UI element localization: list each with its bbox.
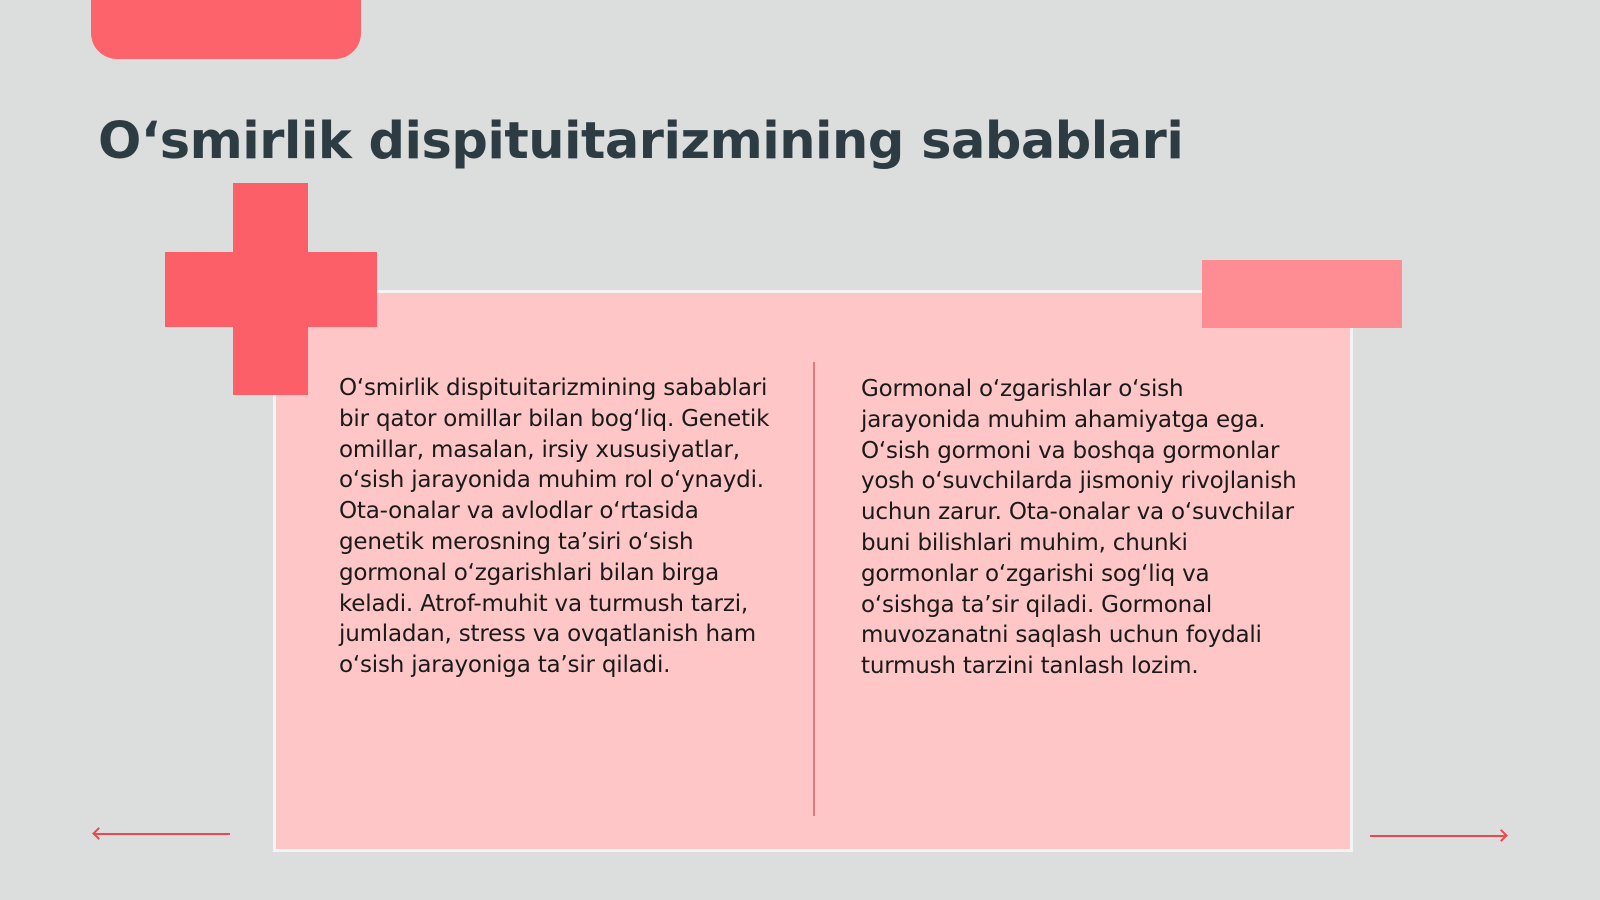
medical-cross-horizontal-bar bbox=[165, 252, 377, 327]
left-column-text: O‘smirlik dispituitarizmining sabablari bir qator omillar bilan bog‘liq. Genetik omillar, masalan, irsiy xususiyatlar, o‘sish jarayonida muhim rol o‘ynaydi. Ota-onalar va avlodlar o‘rtasida genetik merosning ta’siri o‘sish gormonal o‘zgarishlari bilan birga keladi. Atrof-muhit va turmush tarzi, jumladan, stress va ovqatlanish ham o‘sish jarayoniga ta’sir qiladi. bbox=[339, 375, 770, 679]
arrow-right-icon bbox=[1370, 835, 1506, 837]
column-divider bbox=[813, 362, 815, 816]
decorative-top-tab bbox=[91, 0, 361, 59]
slide-title: O‘smirlik dispituitarizmining sabablari bbox=[98, 112, 1184, 171]
right-column-text: Gormonal o‘zgarishlar o‘sish jarayonida muhim ahamiyatga ega. O‘sish gormoni va boshqa gormonlar yosh o‘suvchilarda jismoniy rivojlanish uchun zarur. Ota-onalar va o‘suvchilar buni bilishlari muhim, chunki gormonlar o‘zgarishi sog‘liq va o‘sishga ta’sir qiladi. Gormonal muvozanatni saqlash uchun foydali turmush tarzini tanlash lozim. bbox=[861, 376, 1297, 680]
arrow-left-icon bbox=[94, 833, 230, 835]
decorative-corner-block bbox=[1202, 260, 1402, 328]
